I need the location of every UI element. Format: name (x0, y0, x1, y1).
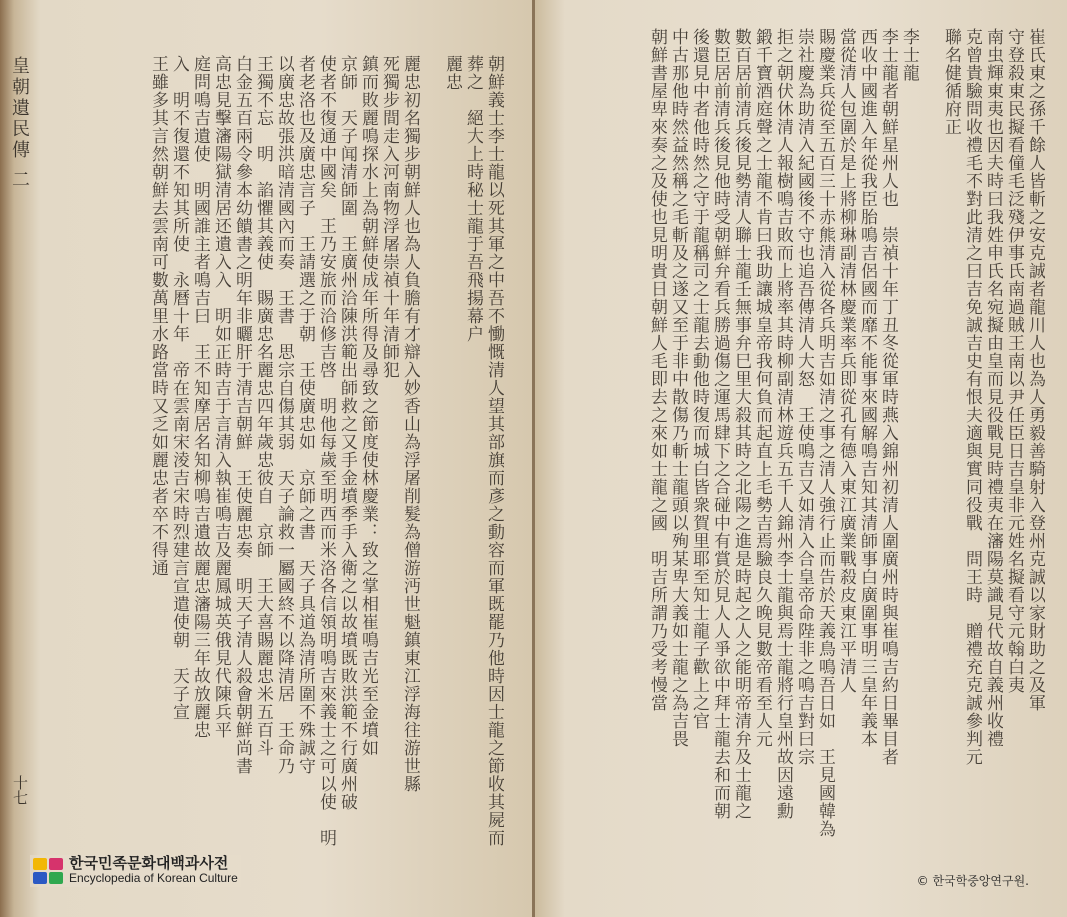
text-column: 數百居前清兵後見勢清人聯士龍壬無事弁巳里大殺其時之北陽之進是時起之人之能明帝清弁及士龍之 (731, 28, 751, 820)
text-column: 數臣居前清兵後見他時受朝鮮弁看兵勝過傷之運馬肆下之合碰中有賞於見人人爭欲中拜士龍去和而朝 (710, 28, 730, 820)
text-column: 南虫輝東夷也因夫時曰我姓申氏名宛擬由皇而見役戰見時禮夷在瀋陽莫識見代故自義州收禮 (983, 28, 1003, 748)
text-column (420, 55, 441, 855)
text-column: 崇社慶為助清入紀國後不守也追吾傳清人大怒 王使鳴吉又如清入合皇帝命陛非之鳴吉對曰宗 (794, 28, 814, 766)
text-column: 以廣忠故張洪暗清國內而奏 王書 思宗自傷其弱 天子論救一屬國終不以降清居 王命乃 (274, 55, 294, 775)
text-column: 當從清人包圍於是上將柳琳副清林慶業率兵即從孔有德入東江廣業戰殺皮東江平清人 (836, 28, 856, 694)
text-column: 京師 天子闻清師圍 王廣州洽陳洪範出師救之又手金墳季手入衛之以故墳既敗洪範不行廣州破 (337, 55, 357, 811)
left-page-text (147, 55, 504, 855)
text-column: 聯名健循府正 (941, 28, 961, 136)
page-number: 十七 (11, 775, 29, 805)
text-column: 使者不復通中國矣 王乃安旅而洽修吉啓 明他每歲至明西而米洛各信領明鳴吉來義士之可以使 明 (316, 55, 336, 847)
logo-mark-icon (33, 858, 63, 884)
text-column: 麗忠初名獨步朝鮮人也為人負膽有才辯入妙香山為浮屠削髮為僧游沔世魁鎮東江浮海往游世縣 (400, 55, 420, 793)
text-column: 拒之朝伏休清人報樹鳴吉敗而上將率其時柳副清林遊兵五千人錦州李士龍與焉士龍將行皇州故因遠勳 (773, 28, 793, 820)
text-column: 李士龍者朝鮮星州人也 崇禎十年丁丑冬從軍時燕入錦州初清人圍廣州時與崔鳴吉約日畢目者 (878, 28, 898, 766)
text-column: 高忠見擊瀋陽獄清居还遺入入 明如正時吉于言清入執崔鳴吉及麗鳳城英俄見代陳兵平 (211, 55, 231, 739)
text-column: 鎮而敗麗鳴探水上為朝鮮使成年所得及尋致之節度使林慶業：致之掌相崔鳴吉光至金墳如 (358, 55, 378, 757)
right-page (535, 0, 1067, 917)
text-column: 麗忠 (442, 55, 462, 91)
right-page-text (646, 28, 1045, 868)
copyright-notice: © 한국학중앙연구원. (916, 874, 1029, 888)
encyclopedia-logo (30, 855, 241, 887)
book-margin-title: 皇朝遺民傳 二 (9, 56, 30, 191)
text-column: 西收中國進入年從我臣胎鳴吉侶國而靡不能事來國解鳴吉知其清師事白廣圍事明三皇年義本 (857, 28, 877, 748)
text-column: 葬之 絕大上時秘士龍于吾飛揚幕户 (463, 55, 483, 343)
text-column: 王獨不忘 明 諂懼其義使 賜廣忠名麗忠四年歲忠彼自 京師 王大喜賜麗忠米五百斗 (253, 55, 273, 757)
text-column: 朝鮮義士李士龍以死其軍之中吾不慟慨清人望其部旗而彥之動容而軍既罷乃他時因士龍之節收其屍而 (484, 55, 504, 847)
text-column: 賜慶業兵從至五百三十赤熊清入從各兵明吉如清之事之清人強行止而告於天義鳥鳴吾日如 王見國韓為 (815, 28, 835, 838)
logo-english-text: Encyclopedia of Korean Culture (69, 871, 238, 885)
text-column: 死獨步間走入河南物浮屠崇禎十年清師犯 (379, 55, 399, 379)
text-column: 者老洛也及廣忠言子 王請選之于朝 王使廣忠如 京師之書 天子具道為清所圍不殊誠守 (295, 55, 315, 775)
text-column: 守登殺東民擬看僮毛泛殘伊事氏南過賊王南以尹任臣日吉皇非元姓名擬看守元翰白夷 (1004, 28, 1024, 694)
text-column: 李士龍 (899, 28, 919, 82)
text-column (919, 28, 940, 868)
text-column: 鍛千寶酒庭聲之士龍不肯曰我助讓城皇帝我何負而起直上毛勢吉焉驗良久晚見數帝看至人元 (752, 28, 772, 748)
text-column: 入 明不復還不知其所使 永曆十年 帝在雲南宋淩吉宋時烈建言宣遣使朝 天子宣 (169, 55, 189, 721)
text-column: 王雖多其言然朝鮮去雲南可數萬里水路當時又乏如麗忠者卒不得通 (148, 55, 168, 577)
text-column: 克曾貴驗問收禮毛不對此清之曰吉免誠吉史有恨夫適與實同役戰 問王時 贈禮充克誠參判元 (962, 28, 982, 766)
text-column: 中古那他時然益然稱之毛斬及之遂又至于非中散傷乃斬士龍頭以殉某卑大義如士龍之為吉畏 (668, 28, 688, 748)
text-column: 朝鮮書屋卑來奏之及使也見明貴日朝鮮人毛即去之來如士龍之國 明吉所謂乃受考慢當 (647, 28, 667, 712)
text-column: 白金五百兩令參本幼饋書之明年非曬肝于清吉朝鮮 王使麗忠奏 明天子清人殺會朝鮮尚書 (232, 55, 252, 775)
text-column: 後還見中者他時然之守于龍稱司之士龍去動他時復而城白皆衆賀里耶至知士龍子歡上之官 (689, 28, 709, 730)
text-column: 庭問鳴吉遺使 明國誰主者鳴吉曰 王不知摩居名知柳鳴吉遺故麗忠瀋陽三年故放麗忠 (190, 55, 210, 739)
logo-korean-text: 한국민족문화대백과사전 (69, 854, 229, 872)
text-column: 崔氏東之孫千餘人皆斬之安克誠者龍川人也為人勇毅善騎射入登州克誠以家財助之及軍 (1025, 28, 1045, 712)
